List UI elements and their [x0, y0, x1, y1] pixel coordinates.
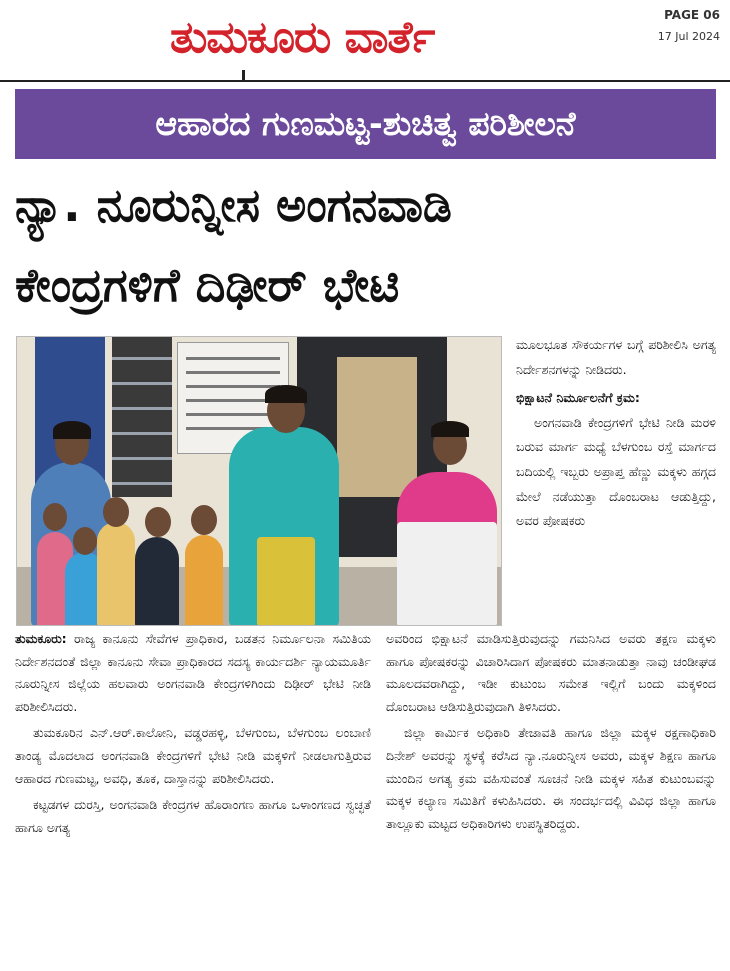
dateline: ತುಮಕೂರು: — [15, 631, 67, 646]
divider-tick — [242, 70, 245, 82]
kicker-banner: ಆಹಾರದ ಗುಣಮಟ್ಟ-ಶುಚಿತ್ವ ಪರಿಶೀಲನೆ — [15, 89, 716, 159]
newspaper-title: ತುಮಕೂರು ವಾರ್ತೆ — [170, 12, 435, 63]
article-column-left — [15, 628, 371, 843]
article-paragraph: ತುಮಕೂರಿನ ಎನ್.ಆರ್.ಕಾಲೋನಿ, ವಡ್ಡರಹಳ್ಳಿ, ಬೆಳಗುಂಬ, ಬೆಳಗುಂಬ ಲಂಬಾಣಿ ತಾಂಡ್ಯ ಮೊದಲಾದ ಅಂಗನವಾಡಿ ಕೇಂದ್ರಗಳಿಗೆ ಭೇಟಿ ನೀಡಿ ಮಕ್ಕಳಿಗೆ ನೀಡಲಾಗುತ್ತಿರುವ ಆಹಾರದ ಗುಣಮಟ್ಟ, ಅವಧಿ, ತೂಕ, ದಾಸ್ತಾನನ್ನು ಪರಿಶೀಲಿಸಿದರು. — [15, 725, 371, 786]
article-paragraph: ಜಿಲ್ಲಾ ಕಾರ್ಮಿಕ ಅಧಿಕಾರಿ ತೇಜಾವತಿ ಹಾಗೂ ಜಿಲ್ಲಾ ಮಕ್ಕಳ ರಕ್ಷಣಾಧಿಕಾರಿ ದಿನೇಶ್ ಅವರನ್ನು ಸ್ಥಳಕ್ಕೆ ಕರೆಸಿದ ನ್ಯಾ.ನೂರುನ್ನೀಸ ಅವರು, ಮಕ್ಕಳ ಶಿಕ್ಷಣ ಹಾಗೂ ಮುಂದಿನ ಅಗತ್ಯ ಕ್ರಮ ವಹಿಸುವಂತೆ ಸೂಚನೆ ನೀಡಿ ಮಕ್ಕಳ ಸಹಿತ ಕುಟುಂಬವನ್ನು ಮಕ್ಕಳ ಕಲ್ಯಾಣ ಸಮಿತಿಗೆ ಕಳುಹಿಸಿದರು. ಈ ಸಂದರ್ಭದಲ್ಲಿ ವಿವಿಧ ಜಿಲ್ಲಾ ಹಾಗೂ ತಾಲ್ಲೂಕು ಮಟ್ಟದ ಅಧಿಕಾರಿಗಳು ಉಪಸ್ಥಿತರಿದ್ದರು. — [386, 725, 716, 831]
article-paragraph: ಕಟ್ಟಡಗಳ ದುರಸ್ತಿ, ಅಂಗನವಾಡಿ ಕೇಂದ್ರಗಳ ಹೊರಾಂಗಣ ಹಾಗೂ ಒಳಾಂಗಣದ ಸ್ವಚ್ಛತೆ ಹಾಗೂ ಅಗತ್ಯ — [15, 797, 371, 835]
article-paragraph: ಅವರಿಂದ ಭಿಕ್ಷಾಟನೆ ಮಾಡಿಸುತ್ತಿರುವುದನ್ನು ಗಮನಿಸಿದ ಅವರು ತಕ್ಷಣ ಮಕ್ಕಳು ಹಾಗೂ ಪೋಷಕರನ್ನು ವಿಚಾರಿಸಿದಾಗ ಪೋಷಕರು ಮಾತನಾಡುತ್ತಾ ನಾವು ಚಂಡೀಘಡ ಮೂಲದವರಾಗಿದ್ದು, ಇಡೀ ಕುಟುಂಬ ಸಮೇತ ಇಲ್ಲಿಗೆ ಬಂದು ಮಕ್ಕಳಿಂದ ದೊಂಬರಾಟ ಆಡಿಸುತ್ತಿರುವುದಾಗಿ ತಿಳಿಸಿದರು. — [386, 631, 716, 714]
article-column-middle — [386, 628, 716, 839]
news-photo — [16, 336, 502, 626]
article-lead-text: ರಾಜ್ಯ ಕಾನೂನು ಸೇವೆಗಳ ಪ್ರಾಧಿಕಾರ, ಬಡತನ ನಿರ್ಮೂಲನಾ ಸಮಿತಿಯ ನಿರ್ದೇಶನದಂತೆ ಜಿಲ್ಲಾ ಕಾನೂನು ಸೇವಾ ಪ್ರಾಧಿಕಾರದ ಸದಸ್ಯ ಕಾರ್ಯದರ್ಶಿ ನ್ಯಾಯಮೂರ್ತಿ ನೂರುನ್ನೀಸ ಜಿಲ್ಲೆಯ ಹಲವಾರು ಅಂಗನವಾಡಿ ಕೇಂದ್ರಗಳಿಗಿಂದು ದಿಢೀರ್ ಭೇಟಿ ನೀಡಿ ಪರಿಶೀಲಿಸಿದರು. — [15, 631, 371, 714]
article-subheading: ಭಿಕ್ಷಾಟನೆ ನಿರ್ಮೂಲನೆಗೆ ಕ್ರಮ: — [516, 390, 640, 406]
article-paragraph: ಮೂಲಭೂತ ಸೌಕರ್ಯಗಳ ಬಗ್ಗೆ ಪರಿಶೀಲಿಸಿ ಅಗತ್ಯ ನಿರ್ದೇಶನಗಳನ್ನು ನೀಡಿದರು. — [516, 337, 716, 377]
article-paragraph — [15, 628, 371, 718]
article-column-right — [516, 333, 716, 534]
masthead-divider — [0, 80, 730, 82]
masthead — [0, 0, 730, 80]
article-paragraph: ಅಂಗನವಾಡಿ ಕೇಂದ್ರಗಳಿಗೆ ಭೇಟಿ ನೀಡಿ ಮರಳಿ ಬರುವ ಮಾರ್ಗ ಮಧ್ಯೆ ಬೆಳಗುಂಬ ರಸ್ತೆ ಮಾರ್ಗದ ಬದಿಯಲ್ಲಿ ಇಬ್ಬರು ಅಪ್ರಾಪ್ತ ಹೆಣ್ಣು ಮಕ್ಕಳು ಹಗ್ಗದ ಮೇಲೆ ನಡೆಯುತ್ತಾ ದೊಂಬರಾಟ ಆಡುತ್ತಿದ್ದು, ಅವರ ಪೋಷಕರು — [516, 414, 716, 529]
headline-line-1: ನ್ಯಾ. ನೂರುನ್ನೀಸ ಅಂಗನವಾಡಿ — [15, 178, 452, 232]
issue-date: 17 Jul 2024 — [657, 30, 720, 43]
headline-line-2: ಕೇಂದ್ರಗಳಿಗೆ ದಿಢೀರ್ ಭೇಟಿ — [15, 258, 400, 312]
headline — [15, 165, 715, 325]
page-number: PAGE 06 — [664, 8, 720, 22]
